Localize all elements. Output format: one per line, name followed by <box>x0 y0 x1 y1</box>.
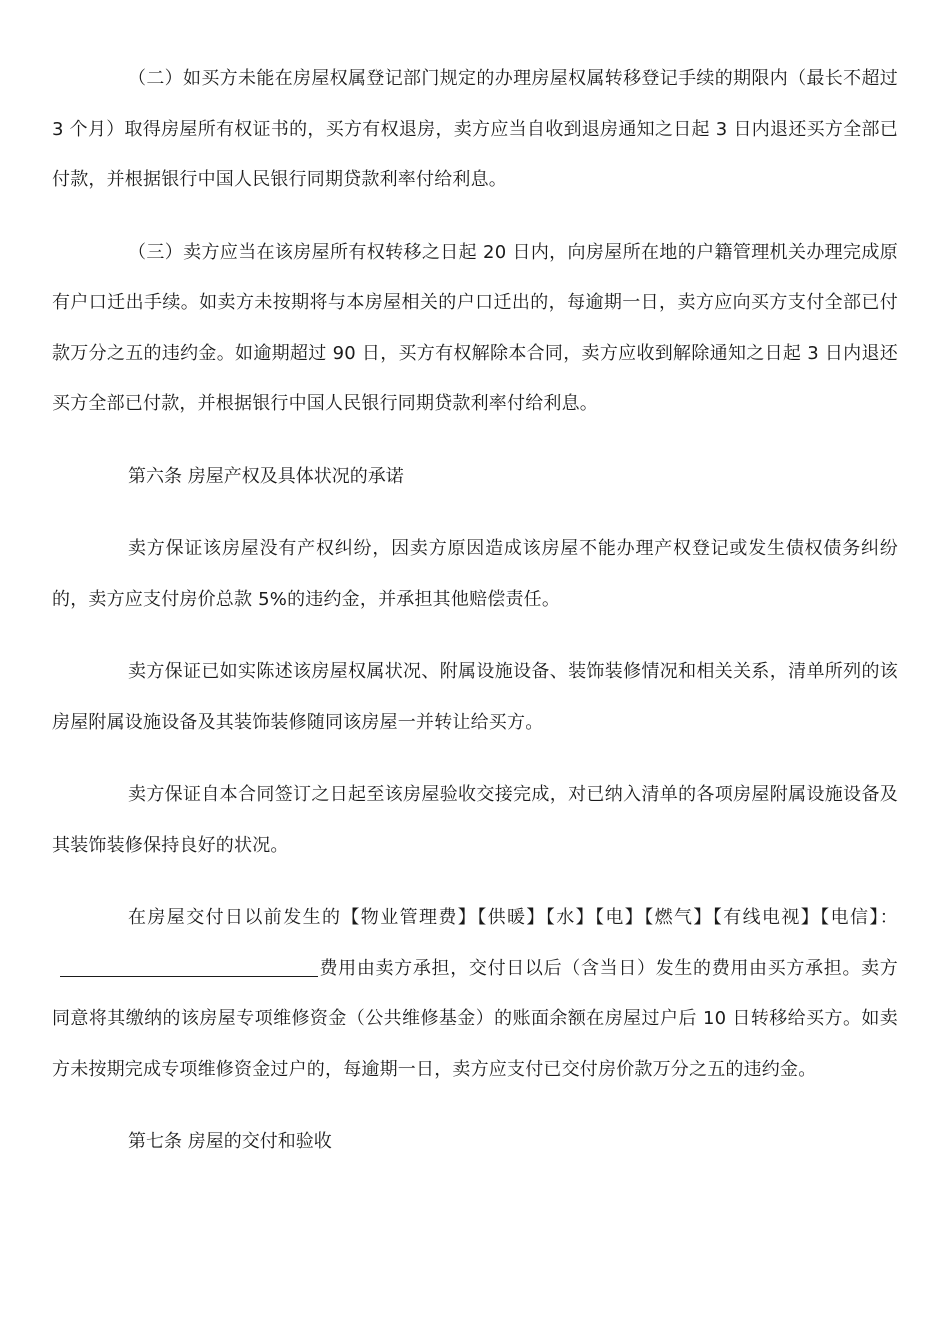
clause-paragraph-3: （三）卖方应当在该房屋所有权转移之日起 20 日内，向房屋所在地的户籍管理机关办理完成原有户口迁出手续。如卖方未按期将与本房屋相关的户口迁出的，每逾期一日，卖方应向买方支付全部已付款万分之五的违约金。如逾期超过 90 日，买方有权解除本合同，卖方应收到解除通知之日起 3 日内退还买方全部已付款，并根据银行中国人民银行同期贷款利率付给利息。 <box>52 241 898 414</box>
article-6-paragraph-3: 卖方保证自本合同签订之日起至该房屋验收交接完成，对已纳入清单的各项房屋附属设施设备及其装饰装修保持良好的状况。 <box>52 784 898 856</box>
document-body <box>52 54 898 1190</box>
fees-text-before-blank: 在房屋交付日以前发生的【物业管理费】【供暖】【水】【电】【燃气】【有线电视】【电信】： <box>128 907 898 928</box>
article-6-paragraph-2: 卖方保证已如实陈述该房屋权属状况、附属设施设备、装饰装修情况和相关关系，清单所列的该房屋附属设施设备及其装饰装修随同该房屋一并转让给买方。 <box>52 661 898 733</box>
article-6-paragraph-1: 卖方保证该房屋没有产权纠纷，因卖方原因造成该房屋不能办理产权登记或发生债权债务纠纷的，卖方应支付房价总款 5%的违约金，并承担其他赔偿责任。 <box>52 538 898 610</box>
article-6-paragraph-4 <box>52 893 898 1095</box>
fill-in-blank-line <box>60 958 318 977</box>
article-6-heading: 第六条 房屋产权及具体状况的承诺 <box>128 465 404 487</box>
fees-text-after-blank: 费用由卖方承担，交付日以后（含当日）发生的费用由买方承担。卖方同意将其缴纳的该房屋专项维修资金（公共维修基金）的账面余额在房屋过户后 10 日转移给买方。如卖方未按期完成专项维修资金过户的，每逾期一日，卖方应支付已交付房价款万分之五的违约金。 <box>52 957 898 1080</box>
clause-paragraph-2: （二）如买方未能在房屋权属登记部门规定的办理房屋权属转移登记手续的期限内（最长不超过 3 个月）取得房屋所有权证书的，买方有权退房，卖方应当自收到退房通知之日起 3 日内退还买方全部已付款，并根据银行中国人民银行同期贷款利率付给利息。 <box>52 68 898 190</box>
article-7-heading: 第七条 房屋的交付和验收 <box>128 1131 332 1152</box>
